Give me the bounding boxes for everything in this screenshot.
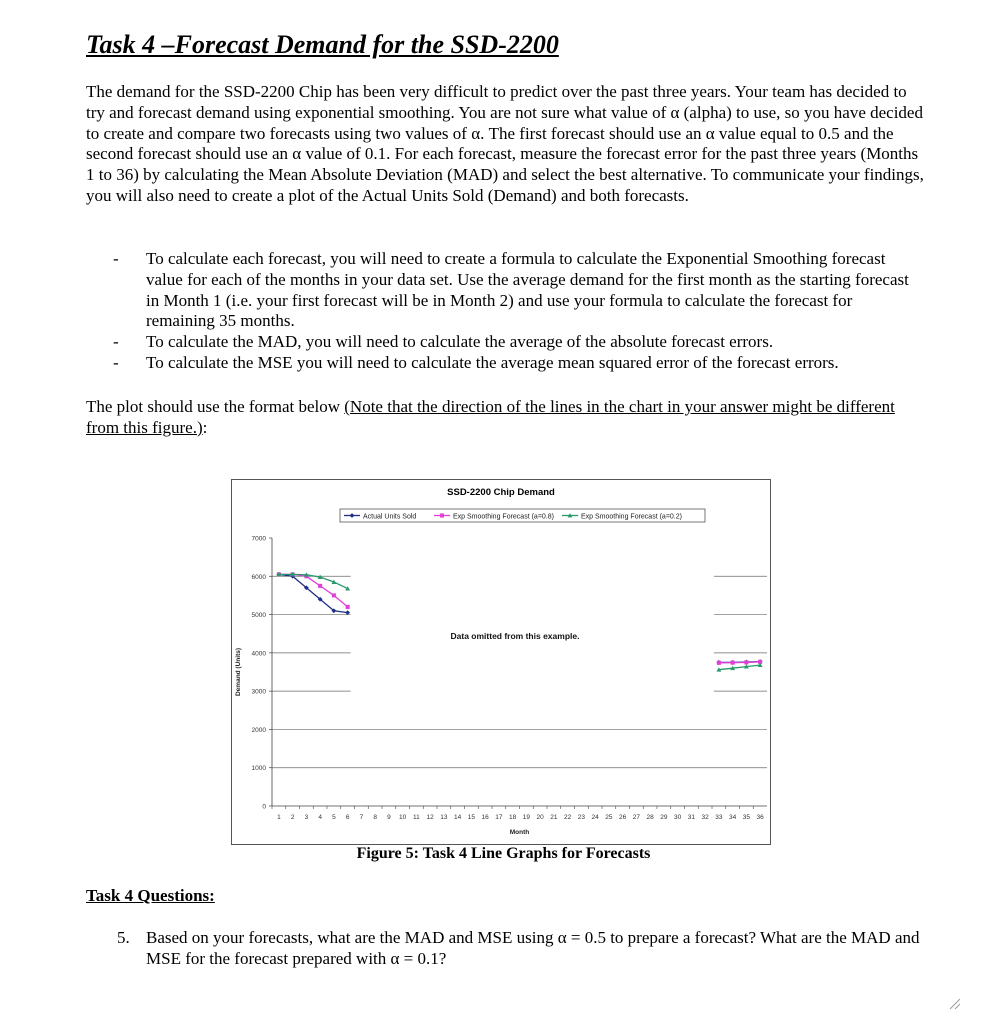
data-point-series-2 (318, 584, 322, 588)
legend-label-1: Actual Units Sold (363, 513, 417, 521)
y-tick-label: 3000 (251, 688, 266, 696)
data-point-series-2 (346, 605, 350, 609)
x-tick-label: 25 (605, 814, 613, 821)
x-tick-label: 27 (632, 814, 640, 821)
x-tick-label: 35 (742, 814, 750, 821)
plot-note-suffix: : (202, 417, 208, 437)
plot-note (86, 397, 926, 439)
data-point-series-2 (717, 661, 721, 665)
chart-title: SSD-2200 Chip Demand (447, 487, 555, 498)
series-line-3 (719, 665, 760, 670)
x-tick-label: 31 (687, 814, 695, 821)
y-tick-label: 1000 (251, 765, 266, 773)
instruction-item (113, 332, 913, 353)
x-tick-label: 1 (277, 814, 281, 821)
x-tick-label: 28 (646, 814, 654, 821)
x-tick-label: 19 (522, 814, 530, 821)
legend-label-3: Exp Smoothing Forecast (a=0.2) (581, 513, 682, 521)
y-tick-label: 6000 (251, 573, 266, 581)
x-tick-label: 20 (536, 814, 544, 821)
bullet-dash: - (113, 249, 119, 268)
x-tick-label: 26 (619, 814, 627, 821)
y-tick-label: 5000 (251, 612, 266, 620)
y-axis-label: Demand (Units) (235, 647, 242, 697)
x-tick-label: 5 (332, 814, 336, 821)
instruction-text: To calculate each forecast, you will need to create a formula to calculate the Exponential Smoothing forecast value for each of the months in your data set. Use the average demand for the first month as the starting forecast in Month 1 (i.e. your first forecast will be in Month 2) and use your formula to calculate the forecast for remaining 35 months. (146, 249, 909, 331)
figure-caption-text: Figure 5: Task 4 Line Graphs for Forecasts (356, 845, 651, 862)
x-tick-label: 8 (373, 814, 377, 821)
legend-label-2: Exp Smoothing Forecast (a=0.8) (453, 513, 554, 521)
y-tick-label: 4000 (251, 650, 266, 658)
data-point-series-2 (731, 661, 735, 665)
data-point-series-2 (332, 593, 336, 597)
instruction-list (113, 249, 913, 374)
questions-heading: Task 4 Questions: (86, 886, 215, 905)
plot-note-underlined: (Note that the direction of the lines in the chart in your answer might be different from this figure.) (86, 397, 895, 437)
instruction-item (113, 353, 913, 374)
y-tick-label: 2000 (251, 726, 266, 734)
x-tick-label: 17 (495, 814, 503, 821)
x-tick-label: 34 (729, 814, 737, 821)
question-text: Based on your forecasts, what are the MAD and MSE using α = 0.5 to prepare a forecast? What are the MAD and MSE for the forecast prepared with α = 0.1? (146, 928, 920, 968)
x-tick-label: 9 (387, 814, 391, 821)
chart-canvas (232, 480, 770, 844)
bullet-dash: - (113, 332, 119, 352)
chart-annotation: Data omitted from this example. (450, 631, 580, 641)
series-line-2 (279, 574, 348, 607)
x-tick-label: 18 (509, 814, 517, 821)
x-tick-label: 11 (413, 814, 420, 821)
x-tick-label: 2 (290, 814, 295, 821)
demand-chart (231, 479, 771, 845)
plot-note-prefix: The plot should use the format below (86, 397, 345, 416)
legend-marker-2 (440, 513, 444, 517)
x-tick-label: 36 (756, 814, 764, 821)
page-title: Task 4 –Forecast Demand for the SSD-2200 (86, 30, 559, 59)
x-tick-label: 10 (399, 814, 407, 821)
instruction-text: To calculate the MAD, you will need to calculate the average of the absolute forecast errors. (146, 332, 774, 352)
figure-caption (0, 845, 1007, 863)
x-tick-label: 6 (345, 814, 350, 821)
x-tick-label: 33 (715, 814, 723, 821)
x-tick-label: 22 (564, 814, 572, 821)
series-line-1 (279, 574, 348, 612)
x-tick-label: 15 (467, 814, 475, 821)
x-tick-label: 21 (550, 814, 558, 821)
x-tick-label: 16 (481, 814, 489, 821)
x-tick-label: 29 (660, 814, 668, 821)
resize-grip-icon[interactable] (947, 996, 961, 1010)
bullet-dash: - (113, 352, 119, 372)
question-number: 5. (117, 928, 130, 947)
instruction-text: To calculate the MSE you will need to calculate the average mean squared error of the forecast errors. (146, 352, 839, 372)
x-tick-label: 14 (454, 814, 462, 821)
y-tick-label: 0 (262, 803, 266, 811)
intro-paragraph: The demand for the SSD-2200 Chip has been very difficult to predict over the past three years. Your team has decided to try and forecast demand using exponential smoothing. You are not sure what value of α (alpha) to use, so you have decided to create and compare two forecasts using two values of α. The first forecast should use an α value equal to 0.5 and the second forecast should use an α value of 0.1. For each forecast, measure the forecast error for the past three years (Months 1 to 36) by calculating the Mean Absolute Deviation (MAD) and select the best alternative. To communicate your findings, you will also need to create a plot of the Actual Units Sold (Demand) and both forecasts. (86, 82, 924, 205)
x-axis-label: Month (509, 829, 530, 836)
data-point-series-2 (744, 660, 748, 664)
y-tick-label: 7000 (251, 535, 266, 543)
instruction-item (113, 249, 913, 332)
x-tick-label: 32 (701, 814, 709, 821)
x-tick-label: 24 (591, 814, 599, 821)
x-tick-label: 30 (674, 814, 682, 821)
x-tick-label: 23 (577, 814, 585, 821)
x-tick-label: 7 (359, 814, 364, 821)
x-tick-label: 13 (440, 814, 448, 821)
question-item (117, 928, 946, 970)
x-tick-label: 3 (304, 814, 309, 821)
x-tick-label: 12 (426, 814, 434, 821)
x-tick-label: 4 (318, 814, 322, 821)
